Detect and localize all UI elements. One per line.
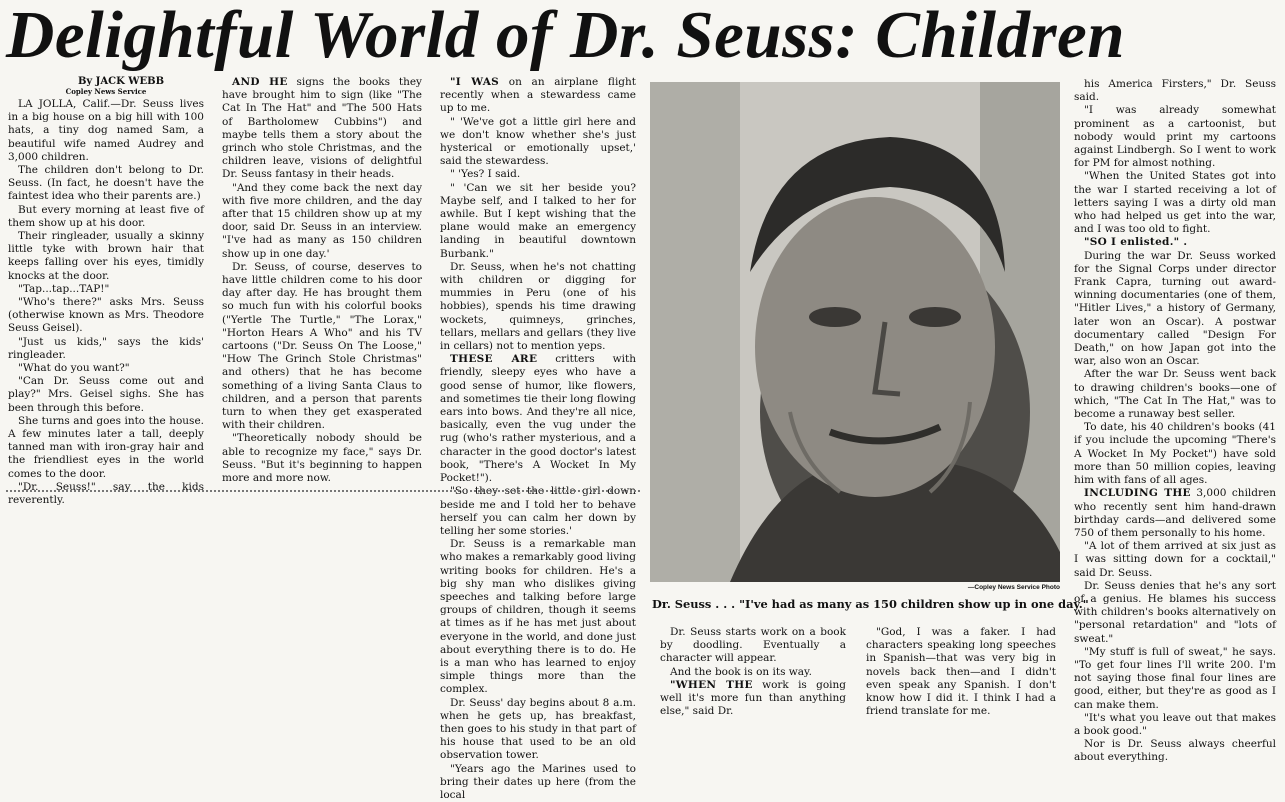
paragraph: signs the books they have brought him to sign (like "The Cat In The Hat" and "The 500 Hats of Bartholomew Cubbins") and maybe tells them a story about the grinch who stole Christmas, and the children leave, visions of delightful Dr. Seuss fantasy in their heads. [222, 76, 422, 181]
byline-service: Copley News Service [65, 87, 147, 96]
paragraph: "A lot of them arrived at six just as I was sitting down for a cocktail," said Dr. Seuss. [1074, 540, 1276, 579]
article-column-3 [440, 76, 637, 801]
paragraph: "What do you want?" [18, 362, 130, 375]
section-lead: AND HE [232, 76, 288, 88]
paragraph: " 'Can we sit her beside you? Maybe self, and I talked to her for awhile. But I kept wishing that the plane would make an emergency landing in beautiful downtown Burbank." [440, 181, 636, 260]
paragraph: Dr. Seuss is a remarkable man who makes a remarkably good living writing books for children. He's a big shy man who dislikes giving speeches and talking before large groups of children, though it seems at times as if he has met just about everyone in the world, and done just about everything there is to do. He is a man who has learned to enjoy simple things more than the complex. [440, 538, 636, 696]
paragraph: After the war Dr. Seuss went back to drawing children's books—one of which, "The Cat In The Hat," was to become a runaway best seller. [1074, 368, 1276, 421]
paragraph: "So they set the little girl down beside me and I told her to behave herself you can calm her down by telling her some stories.' [440, 485, 636, 537]
paragraph: "Tap...tap...TAP!" [18, 282, 110, 295]
article-column-2 [222, 76, 422, 485]
paragraph: To date, his 40 children's books (41 if you include the upcoming "There's A Wocket In My Pocket") have sold more than 50 million copies, leaving him with fans of all ages. [1074, 421, 1276, 487]
section-lead: "I WAS [450, 76, 500, 88]
paragraph: "Who's there?" asks Mrs. Seuss (otherwise known as Mrs. Theodore Seuss Geisel). [8, 296, 204, 335]
paragraph: Dr. Seuss' day begins about 8 a.m. when he gets up, has breakfast, then goes to his study in that part of his house that used to be an old observation tower. [440, 696, 636, 762]
portrait-photo [650, 82, 1060, 582]
paragraph: critters with friendly, sleepy eyes who have a good sense of humor, like flowers, and sometimes tie their long flowing ears into bows. And they're all nice, basically, even the vug under the rug (who's rather mysterious, and a character in the good doctor's latest book, "There's A Wocket In My Pocket!"). [440, 353, 636, 485]
paragraph: Dr. Seuss, of course, deserves to have little children come to his door day after day. He has brought them so much fun with his colorful books ("Yertle The Turtle," "The Lorax," "Horton Hears A Who" and his TV cartoons ("Dr. Seuss On The Loose," "How The Grinch Stole Christmas" and others) that he has become something of a living Santa Claus to children, and a person that parents turn to when they get exasperated with their children. [222, 260, 422, 432]
paragraph: "My stuff is full of sweat," he says. "To get four lines I'll write 200. I'm not saying those final four lines are good, either, but they're as good as I can make them. [1074, 645, 1276, 711]
paragraph: " 'Yes? I said. [450, 168, 521, 181]
section-lead: INCLUDING THE [1084, 487, 1191, 500]
paragraph: 3,000 children who recently sent him hand-drawn birthday cards—and delivered some 750 of them personally to his home. [1074, 487, 1276, 539]
paragraph: During the war Dr. Seuss worked for the Signal Corps under director Frank Capra, turning out award-winning documentaries (one of them, "Hitler Lives," a history of Germany, later won an Oscar). A postwar documentary called "Design For Death," on how Japan got into the war, also won an Oscar. [1074, 249, 1276, 368]
section-lead: "WHEN THE [670, 678, 753, 691]
paragraph: his America Firsters," Dr. Seuss said. [1074, 78, 1276, 104]
paragraph: Dr. Seuss starts work on a book by doodling. Eventually a character will appear. [660, 626, 846, 665]
section-lead: THESE ARE [450, 353, 538, 366]
byline: By JACK WEBB [77, 76, 165, 87]
paragraph: LA JOLLA, Calif.—Dr. Seuss lives in a big house on a big hill with 100 hats, a tiny dog named Sam, a beautiful wife named Audrey and 3,000 children. [8, 98, 204, 163]
photo-credit: —Copley News Service Photo [967, 584, 1060, 591]
paragraph: "Theoretically nobody should be able to recognize my face," says Dr. Seuss. "But it's beginning to happen more and more now. [222, 432, 422, 485]
article-column-5 [866, 626, 1056, 718]
paragraph: "God, I was a faker. I had characters speaking long speeches in Spanish—that was very big in novels back then—and I didn't even speak any Spanish. I don't know how I did it. I think I had a friend translate for me. [866, 626, 1056, 718]
paragraph: The children don't belong to Dr. Seuss. (In fact, he doesn't have the faintest idea who their parents are.) [8, 164, 204, 203]
portrait-illustration [650, 82, 1060, 582]
paragraph: Dr. Seuss, when he's not chatting with children or digging for mummies in Peru (one of his hobbies), spends his time drawing wockets, quimneys, grinches, tellars, mellars and gellars (they live in cellars) not to mention yeps. [440, 260, 636, 353]
paragraph: Nor is Dr. Seuss always cheerful about everything. [1074, 738, 1276, 764]
paragraph: on an airplane flight recently when a stewardess came up to me. [440, 76, 637, 115]
paragraph: "And they come back the next day with five more children, and the day after that 15 children show up at my door, said Dr. Seuss in an interview. "I've had as many as 150 children show up in one day.' [222, 181, 422, 260]
article-column-1 [8, 76, 204, 507]
paragraph: "It's what you leave out that makes a book good." [1074, 711, 1276, 737]
dotted-divider [6, 490, 640, 492]
paragraph: Dr. Seuss denies that he's any sort of a genius. He blames his success with children's books alternatively on "personal retardation" and "lots of sweat." [1074, 579, 1276, 645]
paragraph: And the book is on its way. [670, 665, 812, 678]
headline: Delightful World of Dr. Seuss: Children [6, 0, 1126, 72]
section-lead: "SO I enlisted." . [1084, 236, 1188, 249]
paragraph: Their ringleader, usually a skinny little tyke with brown hair that keeps falling over his eyes, timidly knocks at the door. [8, 230, 204, 282]
article-column-4 [660, 626, 846, 718]
paragraph: " 'We've got a little girl here and we don't know whether she's just hysterical or emotionally upset,' said the stewardess. [440, 115, 636, 168]
paragraph: "Can Dr. Seuss come out and play?" Mrs. Geisel sighs. She has been through this before. [8, 375, 204, 414]
paragraph: "When the United States got into the war I started receiving a lot of letters saying I was a dirty old man who had helped us get into the war, and I was too old to fight. [1074, 170, 1276, 236]
paragraph: "Just us kids," says the kids' ringleader. [8, 335, 204, 361]
photo-caption: Dr. Seuss . . . "I've had as many as 150 children show up in one day." [652, 597, 1089, 611]
article-column-6 [1074, 78, 1276, 764]
paragraph: But every morning at least five of them show up at his door. [8, 203, 204, 229]
paragraph: "Dr. Seuss!" say the kids reverently. [8, 480, 204, 507]
paragraph: "Years ago the Marines used to bring their dates up here (from the local [440, 762, 636, 801]
paragraph: "I was already somewhat prominent as a cartoonist, but nobody would print my cartoons against Lindbergh. So I went to work for PM for almost nothing. [1074, 104, 1276, 170]
paragraph: She turns and goes into the house. A few minutes later a tall, deeply tanned man with iron-gray hair and the friendliest eyes in the world comes to the door. [8, 414, 204, 480]
paragraph: work is going well it's more fun than anything else," said Dr. [660, 678, 846, 718]
